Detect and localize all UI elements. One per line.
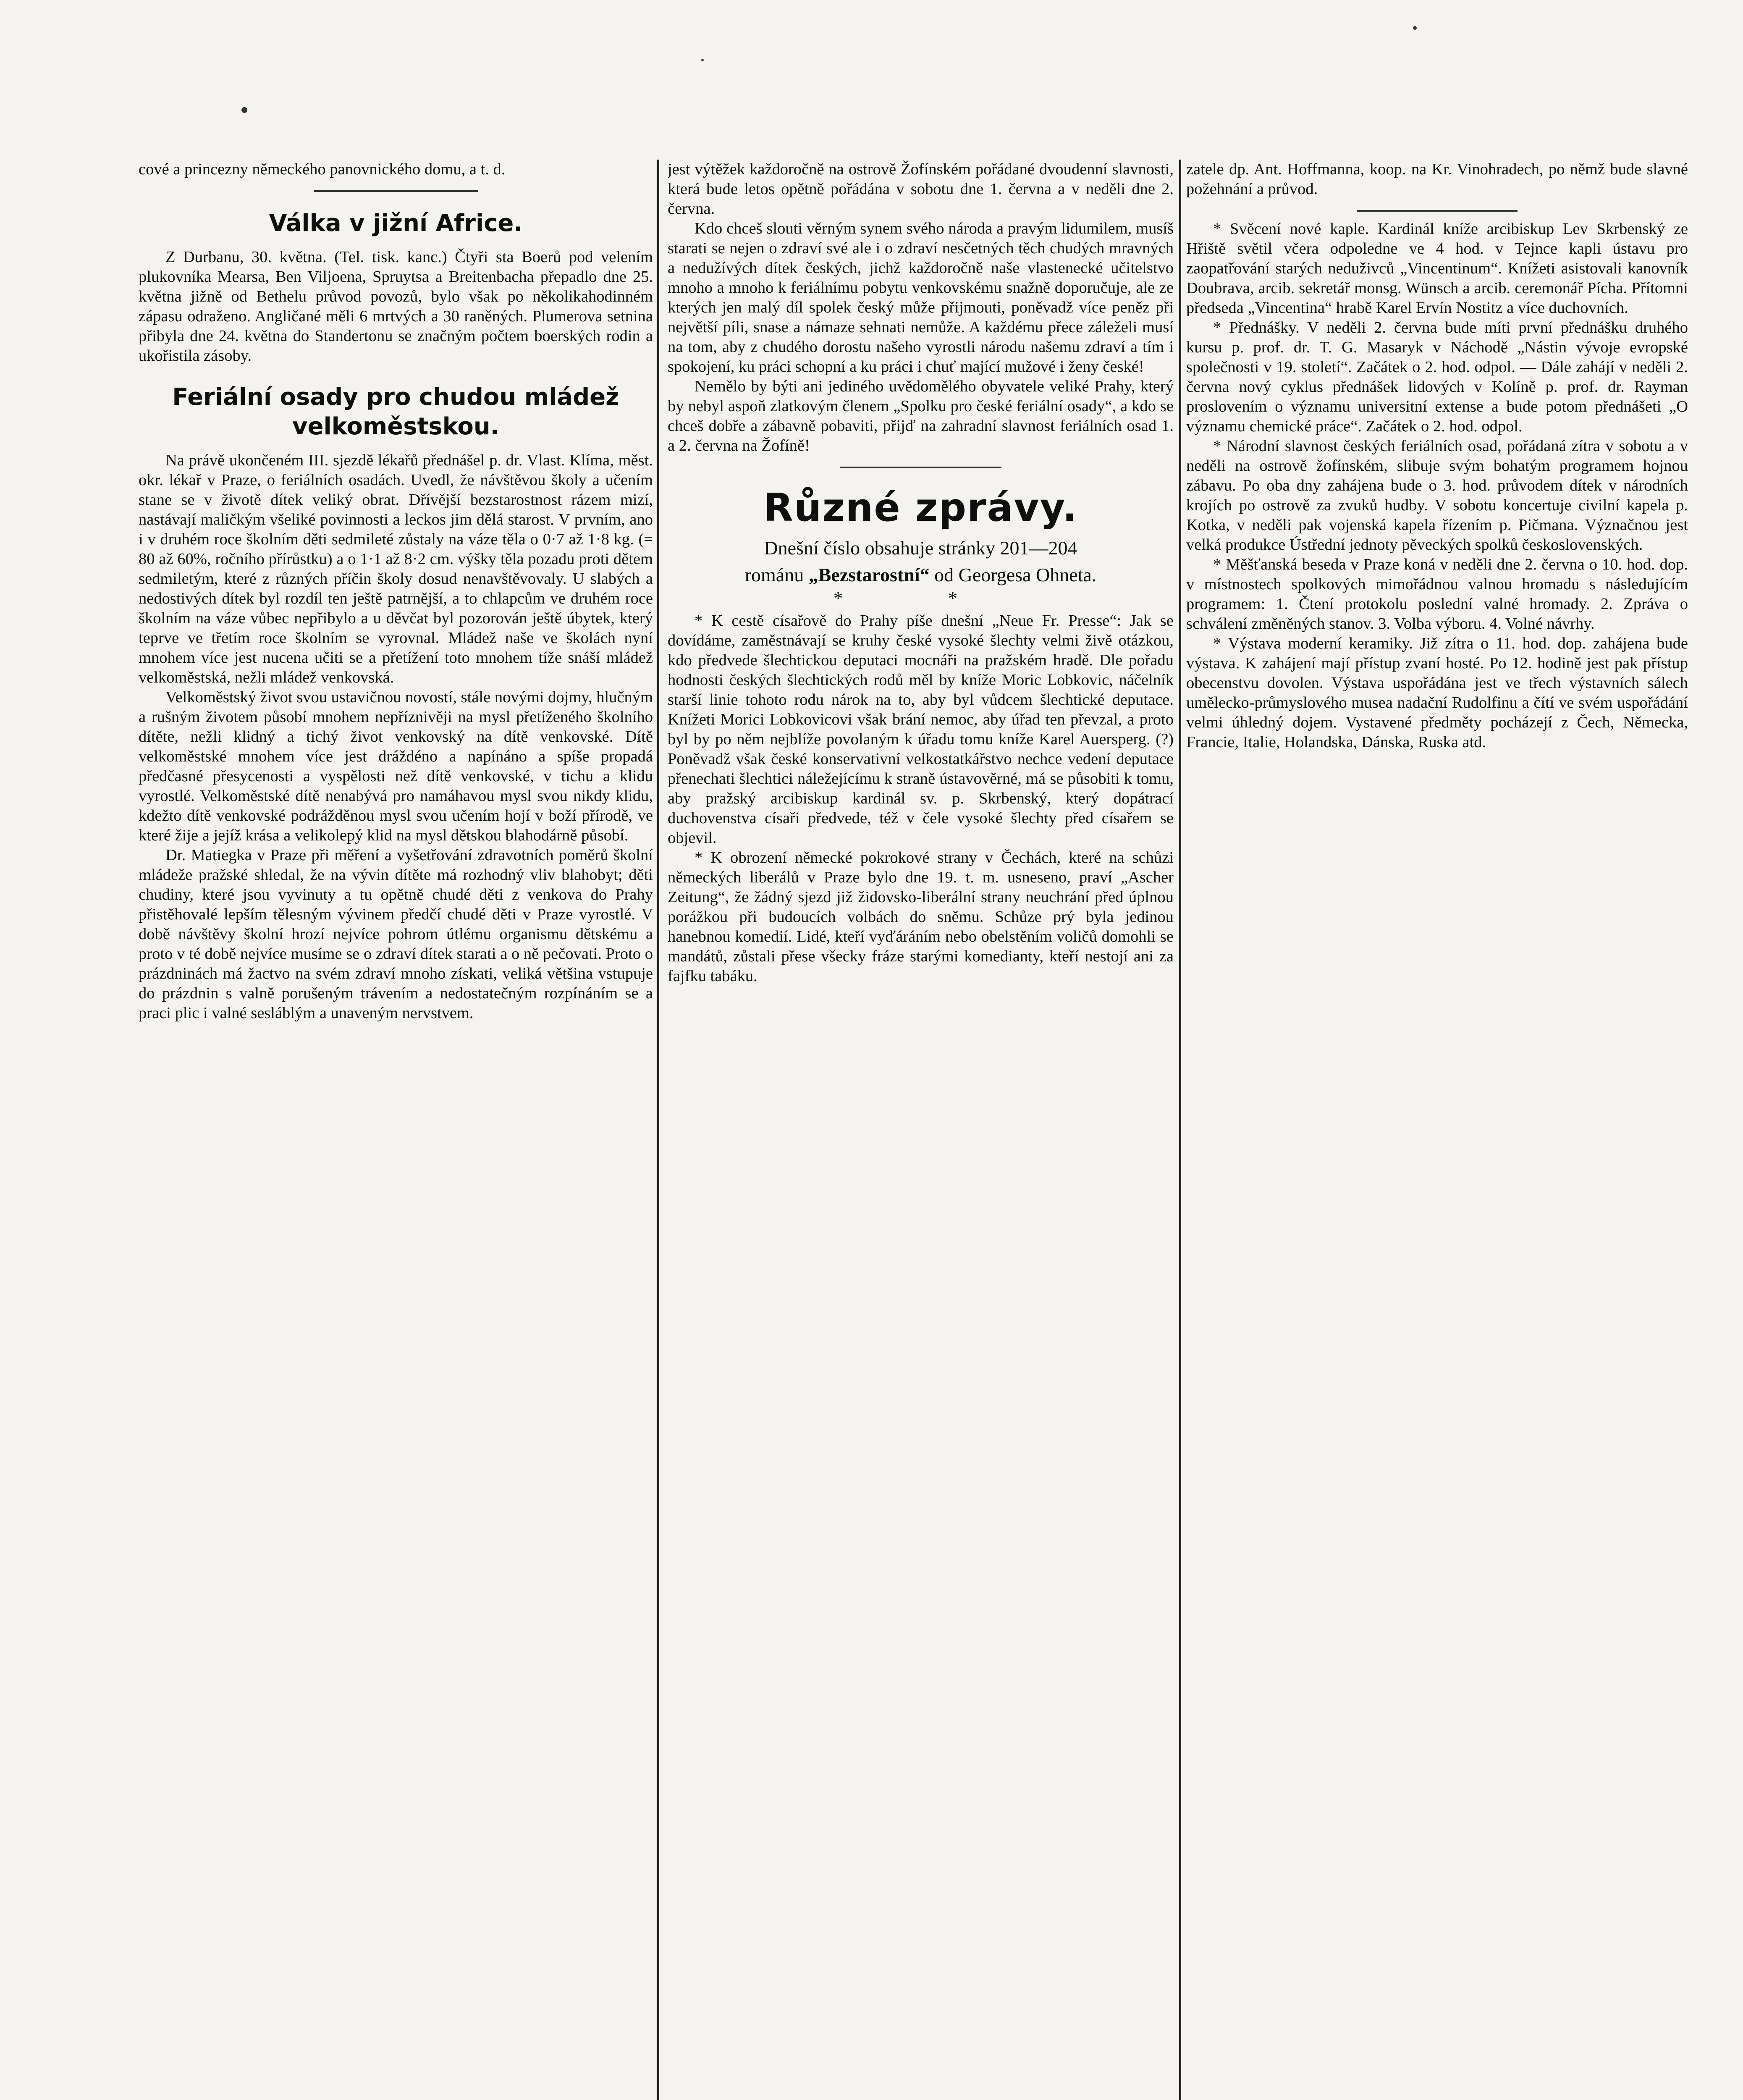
asterisk-divider: * *: [833, 588, 1008, 609]
article-paragraph: Z Durbanu, 30. května. (Tel. tisk. kanc.) Čtyři sta Boerů pod velením plukovníka Mearsa, Ben Viljoena, Spruytsa a Breitenbacha přepadlo dne 25. května jižně od Bethelu průvod povozů, bylo však po několikahodinném zápasu odraženo. Angličané měli 6 mrtvých a 30 raněných. Plumerova setnina přibyla dne 24. května do Standertonu se značným počtem boerských rodin a ukořistila zásoby.: [139, 248, 653, 365]
news-item: * K obrození německé pokrokové strany v Čechách, které na schůzi německých liberálů v Praze bylo dne 19. t. m. usneseno, praví „Ascher Zeitung“, že žádný sjezd již židovsko-liberální strany neuchrání před úplnou porážkou při budoucích volbách do sněmu. Schůze prý byla jedinou hanebnou komedií. Lidé, kteří vyďáráním nebo obelstěním voličů domohli se mandátů, zůstali přese všecky fráze starými komedianty, kteří nestojí ani za fajfku tabáku.: [668, 849, 1174, 985]
article-paragraph: Kdo chceš slouti věrným synem svého národa a pravým lidumilem, musíš starati se nejen o zdraví své ale i o zdraví nesčetných těch chudých mravných a nedužívých dítek českých, jichž každoročně naše vlastenecké učitelstvo mnoho a mnoho k feriálnímu pobytu venkovskému snažně doporučuje, ale ze kterých jen malý díl spolek český může přijmouti, poněvadž více peněz při největší píli, snase a námaze sehnati nemůže. A každému přece záleželi musí na tom, aby z chudého dorostu našeho vyrostli národu našemu zdraví a tím i spokojení, ku práci schopní a ku práci i chuť mající mužové i ženy české!: [668, 220, 1174, 375]
column-rule-2: [1179, 160, 1181, 2100]
article-paragraph: Velkoměstský život svou ustavičnou novostí, stále novými dojmy, hlučným a rušným životem působí mnohem nepříznivěji na mysl přetíženého školního dítěte, nežli klidný a tichý život venkovský na dítě venkovské. Dítě velkoměstské mnohem více jest dráždéno a napínáno a spíše propadá předčasné přesycenosti a vyspělosti než dítě venkovské, v tichu a klidu vyrostlé. Velkoměstské dítě nenabývá pro namáhavou mysl svou nikdy klidu, kdežto dítě venkovské podrážděnou mysl svou učením hojí v boží přírodě, ve které žije a jejíž krása a velikolepý klid na mysl dětskou blahodárně působí.: [139, 688, 653, 844]
ink-speck: [1413, 26, 1417, 30]
ink-speck: [701, 59, 704, 61]
article-continuation: jest výtěžek každoročně na ostrově Žofínském pořádané dvoudenní slavnosti, která bude letos opětně pořádána v sobotu dne 1. června a v neděli dne 2. června.: [668, 160, 1174, 218]
news-item: * Výstava moderní keramiky. Již zítra o 11. hod. dop. zahájena bude výstava. K zahájení mají přístup zvaní hosté. Po 12. hodině jest pak přístup obecenstvu dovolen. Výstava uspořádána jest ve třech výstavních sálech umělecko-průmyslového musea nadační Rudolfinu a čítí ve svém uspořádání velmi úhledný dojem. Vystavené předměty pocházejí z Čech, Německa, Francie, Italie, Holandska, Dánska, Ruska atd.: [1186, 635, 1688, 751]
news-item: * Přednášky. V neděli 2. června bude míti první přednášku druhého kursu p. prof. dr. T. G. Masaryk v Náchodě „Nástin vývoje evropské společnosti v 19. století“. Začátek o 2. hod. odpol. — Dále zahájí v neděli 2. června nový cyklus přednášek lidových v Kolíně p. prof. dr. Rayman proslovením o významu universitní extense a bude potom přednášeti „O významu chemické práce“. Začátek o 2. hod. odpol.: [1186, 319, 1688, 435]
article-paragraph: Nemělo by býti ani jediného uvědomělého obyvatele veliké Prahy, který by nebyl aspoň zlatkovým členem „Spolku pro české feriální osady“, a kdo se chceš dobře a zábavně pobaviti, přijď na zahradní slavnost feriálních osad 1. a 2. června na Žofíně!: [668, 378, 1174, 454]
separator-rule: [840, 467, 1002, 468]
article-paragraph: Dr. Matiegka v Praze při měření a vyšetřování zdravotních poměrů školní mládeže pražské shledal, že na vývin dítěte má rozhodný vliv blahobyt; děti chudiny, které jsou vyvinuty a tu opětně chudé děti z venkova do Prahy přistěhovalé lepším tělesným vývinem předčí chudé děti v Praze vyrostlé. V době návštěvy školní hrozí nejvíce pohrom útlému organismu dětskému a proto v té době nejvíce musíme se o zdraví dítek starati a o ně pečovati. Proto o prázdninách má žactvo na svém zdraví mnoho získati, veliká většina vstupuje do prázdnin s valně porušeným trávením a nedostatečným rozpínáním se a praci plic i valné sesláblým a unaveným nervstvem.: [139, 846, 653, 1022]
news-item: * K cestě císařově do Prahy píše dnešní „Neue Fr. Presse“: Jak se dovídáme, zaměstnávají se kruhy české vysoké šlechty velmi živě otázkou, kdo předvede šlechtickou deputaci mocnáři na pražském hradě. Dle pořadu hodnosti českých šlechtických rodů měl by kníže Moric Lobkovic, náčelník starší linie tohoto rodu nárok na to, aby byl vůdcem šlechtické deputace. Knížeti Morici Lobkovicovi však brání nemoc, aby úřad ten převzal, a proto byl by po něm nejblíže povolaným k úřadu tomu kníže Karel Auersperg. (?) Poněvadž však české konservativní velkostatkářstvo nechce vedení deputace přenechati šlechtici náležejícímu k straně ústavověrné, má se působiti k tomu, aby pražský arcibiskup kardinál sv. p. Skrbenský, který dopátrací duchovenstva císaři předvede, též v čele vysoké šlechty před císařem se objevil.: [668, 612, 1174, 847]
headline-ruzne-zpravy: Různé zprávy.: [763, 485, 1078, 530]
novel-notice-line-2: [668, 563, 1174, 587]
novel-notice-line-1: Dnešní číslo obsahuje stránky 201—204: [764, 537, 1077, 559]
article-continuation: cové a princezny německého panovnického domu, a t. d.: [139, 160, 506, 178]
column-1: [139, 160, 653, 2100]
ink-speck: [241, 107, 247, 113]
article-paragraph: Na právě ukončeném III. sjezdě lékařů přednášel p. dr. Vlast. Klíma, měst. okr. lékař v Praze, o feriálních osadách. Uvedl, že návštěvou školy a učením stane se v životě dítek veliký obrat. Dřívější bezstarostnost rázem mizí, nastávají maličkým všeliké povinnosti a leckos jim dělá starost. V prvním, ano i v druhém roce školním děti sedmileté zůstaly na váze těla o 0·7 až 1·8 kg. (= 80 až 60%, ročního přírůstku) a o 1·1 až 8·2 cm. výšky těla pozadu proti dětem sedmiletým, které z různých příčin školy dosud nenavštěvovaly. U slabých a nedostivých dítek byl rozdíl ten ještě patrnější, a to chlapcům ve druhém roce školním na váze vůbec nepřibylo a u děvčat byl pozorován ještě úbytek, který teprve ve třetím roce školním se vyrovnal. Mládež naše ve školách nyní mnohem více jest nucena učiti se a přetížení toto mnohem tíže snáší mládež velkoměstská, nežli mládež venkovská.: [139, 452, 653, 686]
novel-notice-suffix: od Georgesa Ohneta.: [929, 564, 1097, 585]
column-rule-1: [657, 160, 659, 2100]
headline-feriani-osady: Feriální osady pro chudou mládež velkoměstskou.: [172, 383, 619, 440]
separator-rule: [1357, 210, 1517, 212]
novel-notice-prefix: románu: [744, 564, 809, 585]
headline-valka: Válka v jižní Africe.: [269, 210, 523, 237]
news-item: * Měšťanská beseda v Praze koná v neděli dne 2. června o 10. hod. dop. v místnostech spolkových mimořádnou valnou hromadu s následujícím programem: 1. Čtení protokolu poslední valné hromady. 2. Zpráva o schválení změněných stanov. 3. Volba výboru. 4. Volné návrhy.: [1186, 556, 1688, 633]
news-item: * Svěcení nové kaple. Kardinál kníže arcibiskup Lev Skrbenský ze Hřiště světil včera odpoledne ve 4 hod. v Tejnce kapli ústavu pro zaopatřování starých neduživců „Vincentinum“. Knížeti asistovali kanovník Doubrava, arcib. sekretář monsg. Wünsch a arcib. ceremonář Pícha. Přítomni předseda „Vincentina“ hrabě Karel Ervín Nostitz a více duchovních.: [1186, 220, 1688, 317]
novel-title: „Bezstarostní“: [808, 564, 930, 585]
separator-rule: [314, 190, 478, 192]
news-item: * Národní slavnost českých feriálních osad, pořádaná zítra v sobotu a v neděli na ostrově žofínském, slibuje svým bohatým programem hojnou zábavu. Po oba dny zahájena bude o 3. hod. průvodem dítek v národních krojích po ostrově za zvuků hudby. V sobotu koncertuje civilní kapela p. Kotka, v neděli pak vojenská kapela řízením p. Pičmana. Význačnou jest velká produkce Ústřední jednoty pěveckých spolků československých.: [1186, 437, 1688, 554]
news-continuation: zatele dp. Ant. Hoffmanna, koop. na Kr. Vinohradech, po němž bude slavné požehnání a průvod.: [1186, 160, 1688, 198]
column-2: [668, 160, 1174, 2100]
column-3: [1186, 160, 1688, 2100]
